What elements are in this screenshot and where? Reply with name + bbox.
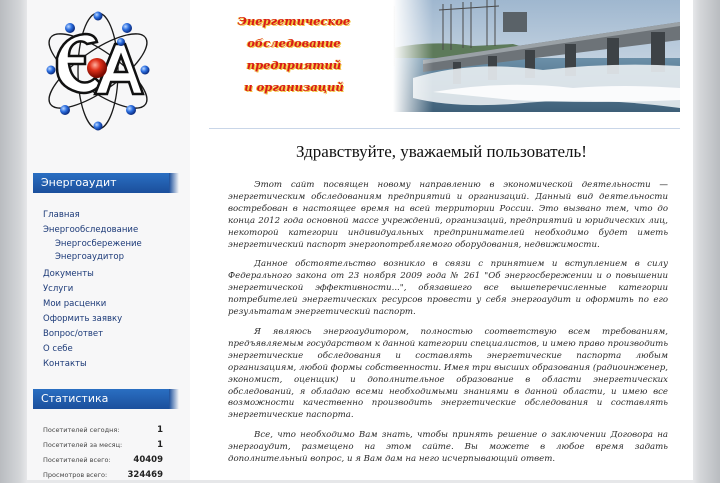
site-title-line: обследование: [247, 36, 341, 50]
sidebar-item-question-answer[interactable]: Вопрос/ответ: [43, 329, 104, 339]
stats-row: [43, 438, 163, 453]
sidebar-item-energy-survey[interactable]: Энергообследование: [43, 225, 139, 235]
sidebar-item-home[interactable]: Главная: [43, 210, 80, 220]
stats-label: Посетителей за месяц:: [43, 441, 123, 449]
sidebar-menu: [43, 208, 183, 372]
page-greeting: Здравствуйте, уважаемый пользователь!: [296, 142, 587, 161]
site-logo[interactable]: [35, 8, 161, 134]
stats-label: Просмотров всего:: [43, 471, 108, 479]
site-title: [224, 10, 364, 98]
sidebar-item-make-request[interactable]: Оформить заявку: [43, 314, 123, 324]
stats-value: 324469: [127, 470, 163, 480]
article-paragraph: Данное обстоятельство возникло в связи с принятием и вступлением в силу Федерального закона от 23 ноября 2009 года № 261 "Об энергосбережении и о повышении энергетической эффективности...", обязавшего все вышеперечисленные категории потребителей энергетических ресурсов провести у себя энергоаудит и оформить по его результатам энергетический паспорт.: [228, 259, 668, 318]
article-paragraph: Все, что необходимо Вам знать, чтобы принять решение о заключении Договора на энергоаудит, размещено на этом сайте. Вы можете в любое время задать дополнительный вопрос, и я Вам дам на него исчерпывающий ответ.: [228, 430, 668, 465]
site-title-line: и организаций: [244, 80, 344, 94]
stats-row: [43, 423, 163, 438]
article-paragraph: Этот сайт посвящен новому направлению в экономической деятельности — энергетическим обследованиям предприятий и организаций. Данный вид деятельности востребован в настоящее время на всей территории России. Это вызвано тем, что до конца 2012 года основной массе учреждений, организаций, предприятий и юридических лиц, некоторой категории индивидуальных предпринимателей необходимо будет иметь энергетический паспорт энергопотребляемого оборудования, недвижимости.: [228, 180, 668, 250]
site-title-line: предприятий: [246, 58, 342, 72]
header-divider: [209, 128, 680, 129]
stats-value: 1: [157, 425, 163, 435]
menu-section-header: Энергоаудит: [33, 173, 175, 193]
sidebar-item-my-prices[interactable]: Мои расценки: [43, 299, 107, 309]
stats-label: Посетителей всего:: [43, 456, 111, 464]
sidebar-item-contacts[interactable]: Контакты: [43, 359, 87, 369]
sidebar-item-documents[interactable]: Документы: [43, 269, 94, 279]
sidebar-item-about-me[interactable]: О себе: [43, 344, 73, 354]
sidebar-item-energy-auditor[interactable]: Энергоаудитор: [55, 252, 124, 262]
sidebar-item-energy-saving[interactable]: Энергосбережение: [55, 239, 142, 249]
stats-row: [43, 453, 163, 468]
article-body: [228, 180, 668, 474]
stats-section-header: Статистика: [33, 389, 175, 409]
hydro-dam-photo: [393, 0, 680, 112]
stats-label: Посетителей сегодня:: [43, 426, 120, 434]
sidebar-item-services[interactable]: Услуги: [43, 284, 74, 294]
visitor-stats: [43, 423, 163, 483]
stats-value: 1: [157, 440, 163, 450]
site-title-line: Энергетическое: [237, 14, 351, 28]
article-paragraph: Я являюсь энергоаудитором, полностью соответствую всем требованиям, предъявляемым государством к данной категории специалистов, и имею право производить энергетические обследования и составлять энергетические паспорта любым организациям, любой формы собственности. Имея три высших образования (радиоинженер, экономист, оценщик) и дополнительное образование в области энергетических обследований, я обладаю всеми необходимыми знаниями в данной области, и имею все возможности качественно производить энергетические обследования и составлять энергетические паспорта.: [228, 326, 668, 421]
stats-row: [43, 468, 163, 483]
stats-value: 40409: [133, 455, 163, 465]
